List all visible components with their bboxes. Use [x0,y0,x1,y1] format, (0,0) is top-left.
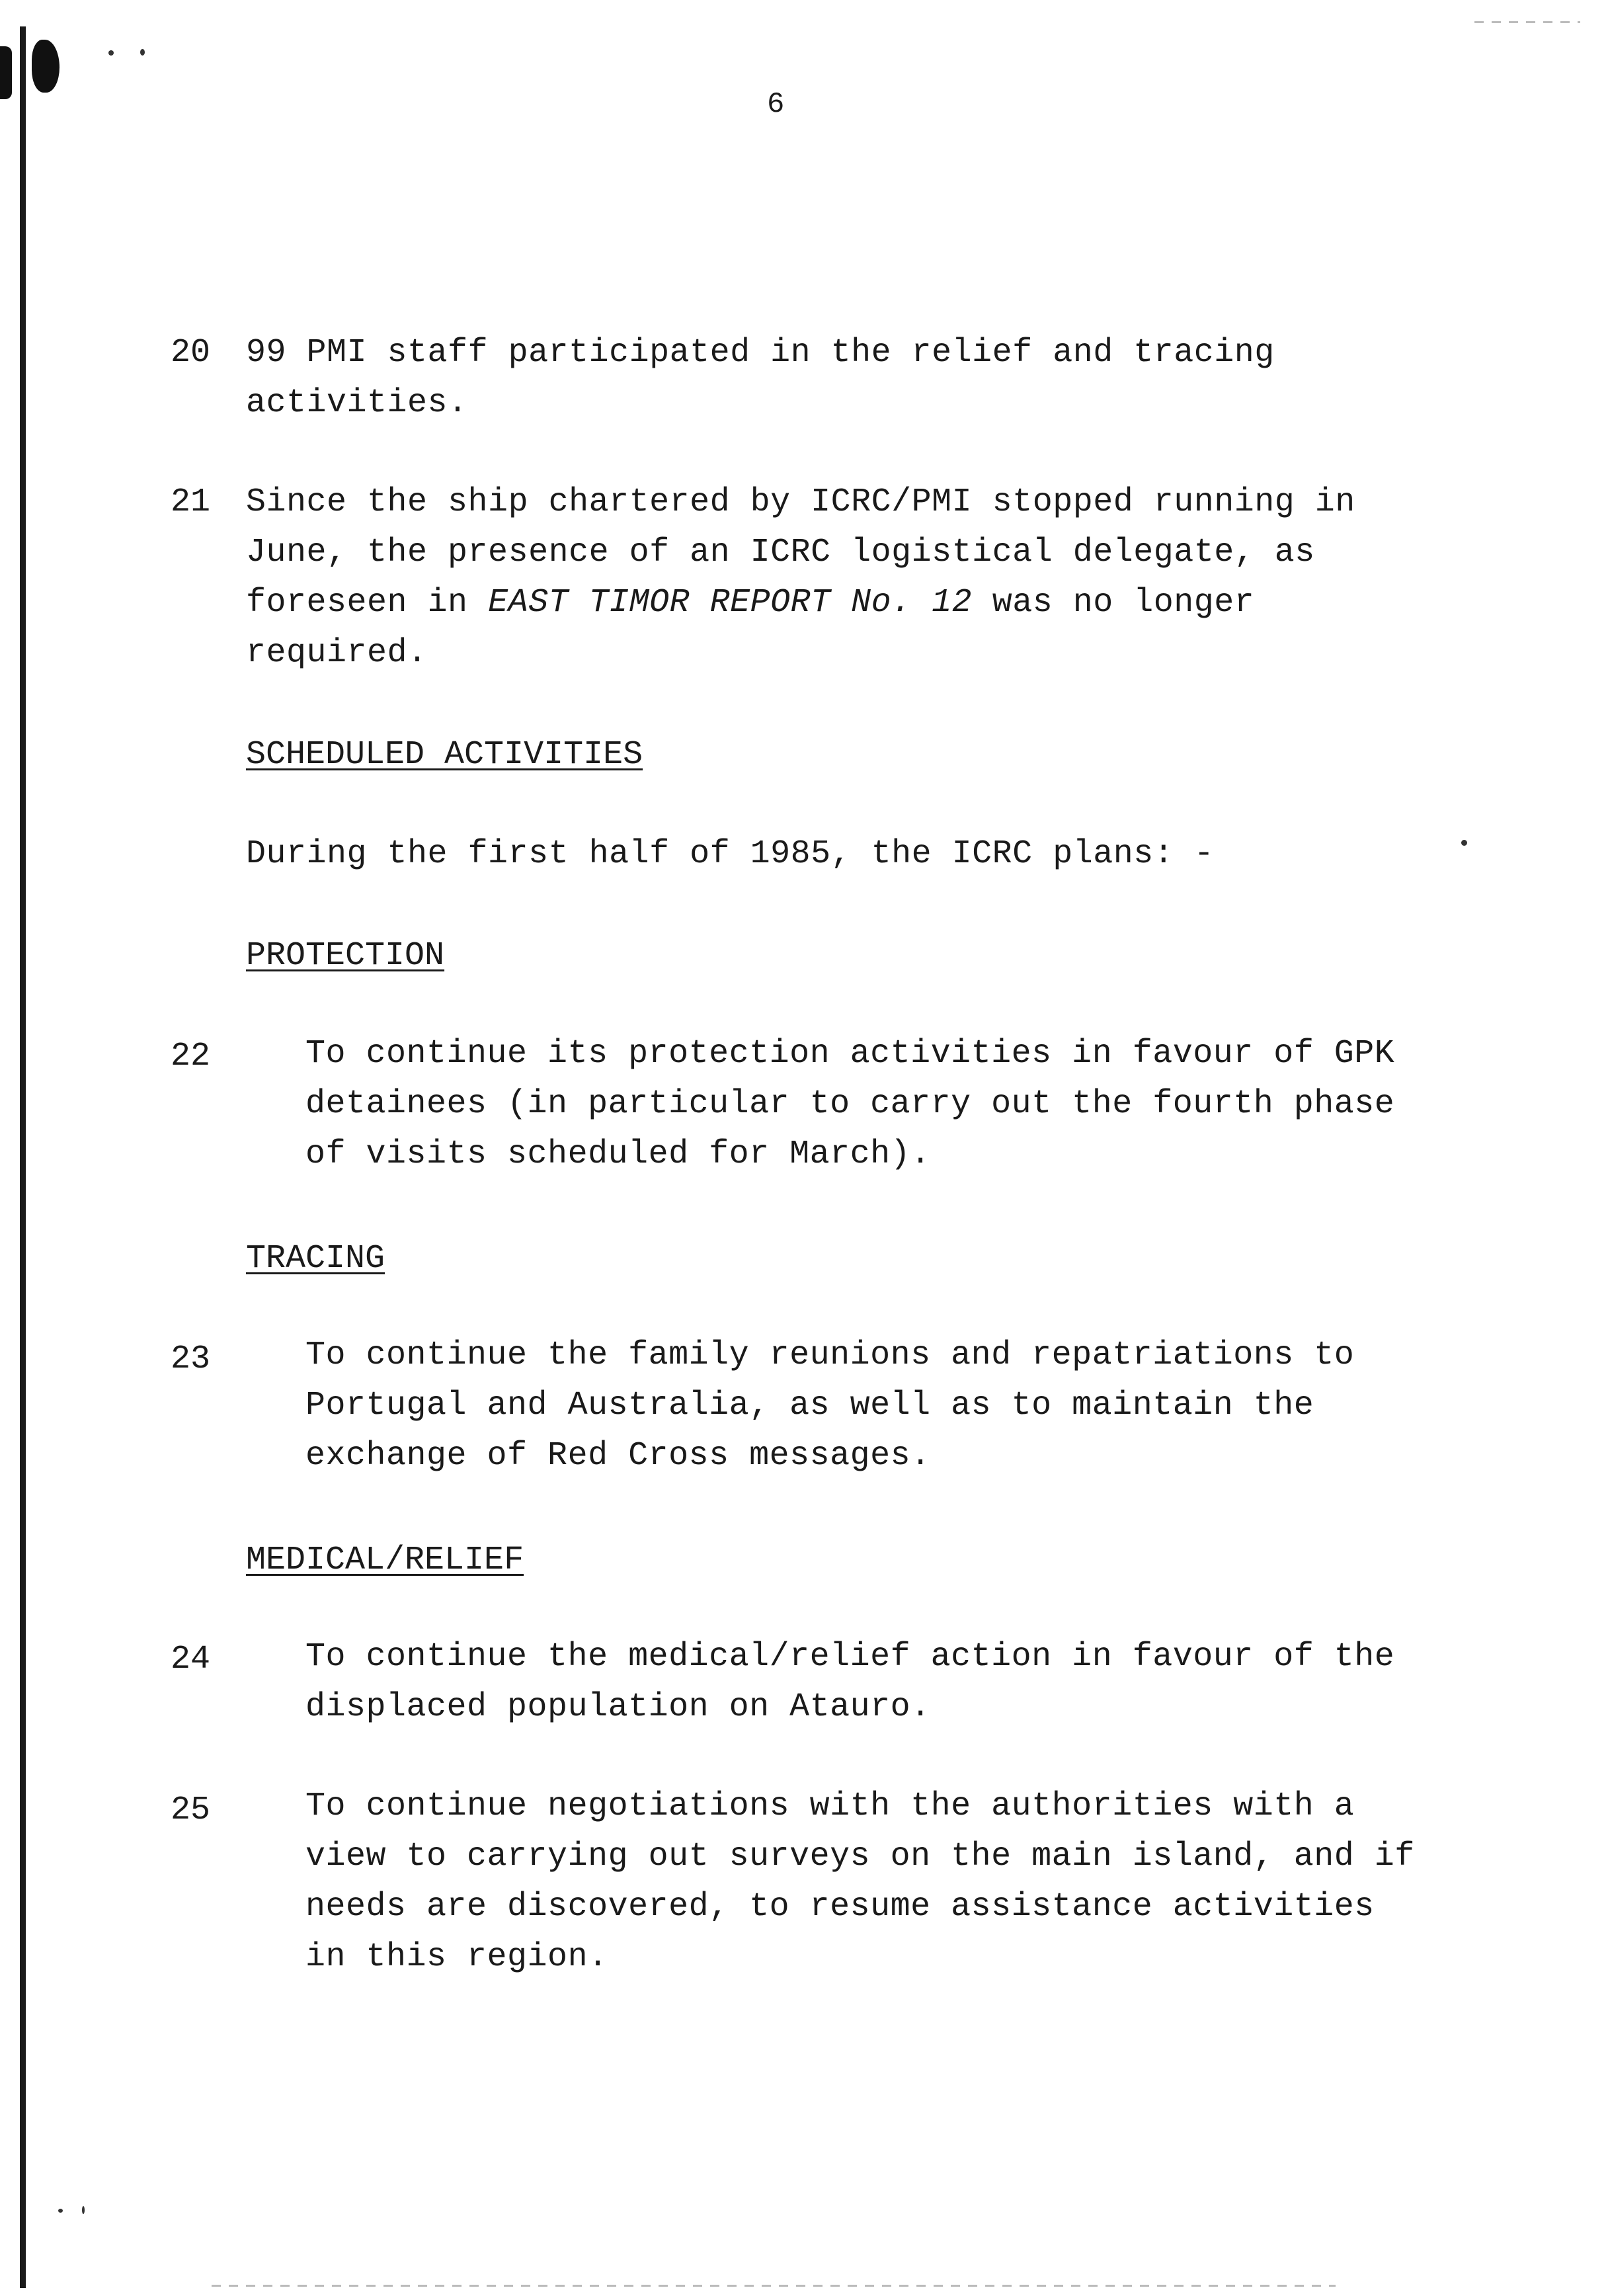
paragraph-line: needs are discovered, to resume assistance activities [305,1888,1375,1926]
paragraph-line: view to carrying out surveys on the main island, and if [305,1838,1415,1875]
paragraph-line: June, the presence of an ICRC logistical delegate, as [246,534,1315,571]
paragraph-line [246,578,1355,628]
paragraph-line: To continue its protection activities in favour of GPK [305,1035,1395,1073]
paragraph-line: of visits scheduled for March). [305,1135,931,1173]
ink-blot [32,40,60,93]
paragraph-line: 99 PMI staff participated in the relief and tracing [246,334,1275,372]
scan-speck [1461,840,1467,846]
paragraph-line: To continue the medical/relief action in favour of the [305,1638,1395,1676]
section-heading-scheduled: SCHEDULED ACTIVITIES [246,736,643,774]
scan-dash-top [1474,21,1580,23]
paragraph-24 [305,1632,1394,1733]
paragraph-number: 22 [171,1038,211,1075]
text-run: was no longer [972,584,1255,622]
paragraph-line: During the first half of 1985, the ICRC plans: - [246,835,1215,873]
paragraph-line: To continue the family reunions and repatriations to [305,1336,1355,1374]
section-heading-tracing: TRACING [246,1240,385,1278]
paragraph-20 [246,328,1275,429]
section-heading-medical-relief: MEDICAL/RELIEF [246,1541,524,1579]
report-reference: EAST TIMOR REPORT No. 12 [488,584,973,622]
section-heading-protection: PROTECTION [246,937,445,975]
paragraph-line: detainees (in particular to carry out the fourth phase [305,1085,1395,1123]
paragraph-number: 21 [171,483,211,521]
paragraph-line: To continue negotiations with the authorities with a [305,1787,1355,1825]
intro-text [246,829,1214,880]
scan-dash-bottom [212,2285,1336,2287]
paragraph-line: activities. [246,384,468,422]
paragraph-line: required. [246,634,428,672]
paragraph-number: 23 [171,1340,211,1378]
paragraph-line: Since the ship chartered by ICRC/PMI stopped running in [246,483,1355,521]
paragraph-number: 20 [171,334,211,372]
paragraph-21 [246,477,1355,678]
paragraph-number: 25 [171,1791,211,1829]
paragraph-line: in this region. [305,1938,608,1976]
binding-edge [20,26,26,2288]
paragraph-number: 24 [171,1641,211,1678]
page-number: 6 [767,88,785,121]
paragraph-25 [305,1782,1415,1983]
scan-speck [58,2209,63,2213]
paragraph-22 [305,1029,1394,1180]
text-run: foreseen in [246,584,489,622]
scan-speck [108,50,114,56]
scan-speck [82,2206,85,2214]
paragraph-line: displaced population on Atauro. [305,1688,931,1726]
paragraph-line: Portugal and Australia, as well as to maintain the [305,1387,1314,1424]
paragraph-line: exchange of Red Cross messages. [305,1437,931,1475]
scan-speck [140,49,145,56]
paragraph-23 [305,1331,1354,1481]
binding-mark [0,46,12,99]
